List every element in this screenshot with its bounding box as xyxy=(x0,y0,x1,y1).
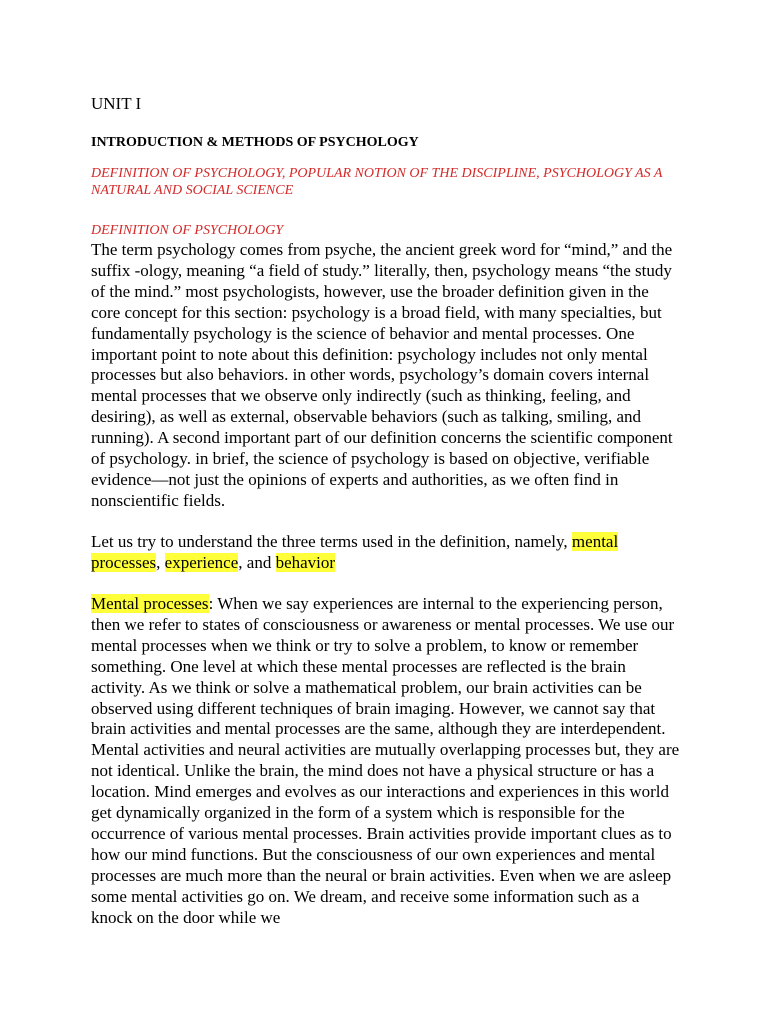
terms-separator: , xyxy=(156,552,165,572)
subheading: DEFINITION OF PSYCHOLOGY, POPULAR NOTION OF THE DISCIPLINE, PSYCHOLOGY AS A NATURAL AND SOCIAL SCIENCE xyxy=(91,166,663,198)
terms-lead-text: Let us try to understand the three terms used in the definition, namely, xyxy=(91,532,572,551)
terms-paragraph xyxy=(91,532,681,574)
highlight-mental-processes-term: Mental processes xyxy=(91,594,209,613)
highlight-experience: experience xyxy=(164,552,239,572)
mental-processes-paragraph xyxy=(91,594,681,929)
definition-heading: DEFINITION OF PSYCHOLOGY xyxy=(91,223,284,238)
mental-processes-text: : When we say experiences are internal to the experiencing person, then we refer to states of consciousness or awareness or mental processes. We use our mental processes when we think or try to solve a problem, to know or remember something. One level at which these mental processes are reflected is the brain activity. As we think or solve a mathematical problem, our brain activities can be observed using different techniques of brain imaging. However, we cannot say that brain activities and mental processes are the same, although they are interdependent. Mental activities and neural activities are mutually overlapping processes but, they are not identical. Unlike the brain, the mind does not have a physical structure or has a location. Mind emerges and evolves as our interactions and experiences in this world get dynamically organized in the form of a system which is responsible for the occurrence of various mental processes. Brain activities provide important clues as to how our mind functions. But the consciousness of our own experiences and mental processes are much more than the neural or brain activities. Even when we are asleep some mental activities go on. We dream, and receive some information such as a knock on the door while we xyxy=(91,594,680,927)
terms-separator: , and xyxy=(238,552,276,572)
highlight-mental-processes: mental processes xyxy=(91,532,619,572)
definition-paragraph: The term psychology comes from psyche, the ancient greek word for “mind,” and the suffix -ology, meaning “a field of study.” literally, then, psychology means “the study of the mind.” most psychologists, however, use the broader definition given in the core concept for this section: psychology is a broad field, with many specialties, but fundamentally psychology is the science of behavior and mental processes. One important point to note about this definition: psychology includes not only mental processes but also behaviors. in other words, psychology’s domain covers internal mental processes that we observe only indirectly (such as thinking, feeling, and desiring), as well as external, observable behaviors (such as talking, smiling, and running). A second important part of our definition concerns the scientific component of psychology. in brief, the science of psychology is based on objective, verifiable evidence—not just the opinions of experts and authorities, as we often find in nonscientific fields. xyxy=(91,240,673,510)
unit-title: UNIT I xyxy=(91,94,142,113)
section-title: INTRODUCTION & METHODS OF PSYCHOLOGY xyxy=(91,135,419,150)
highlight-behavior: behavior xyxy=(275,552,336,572)
